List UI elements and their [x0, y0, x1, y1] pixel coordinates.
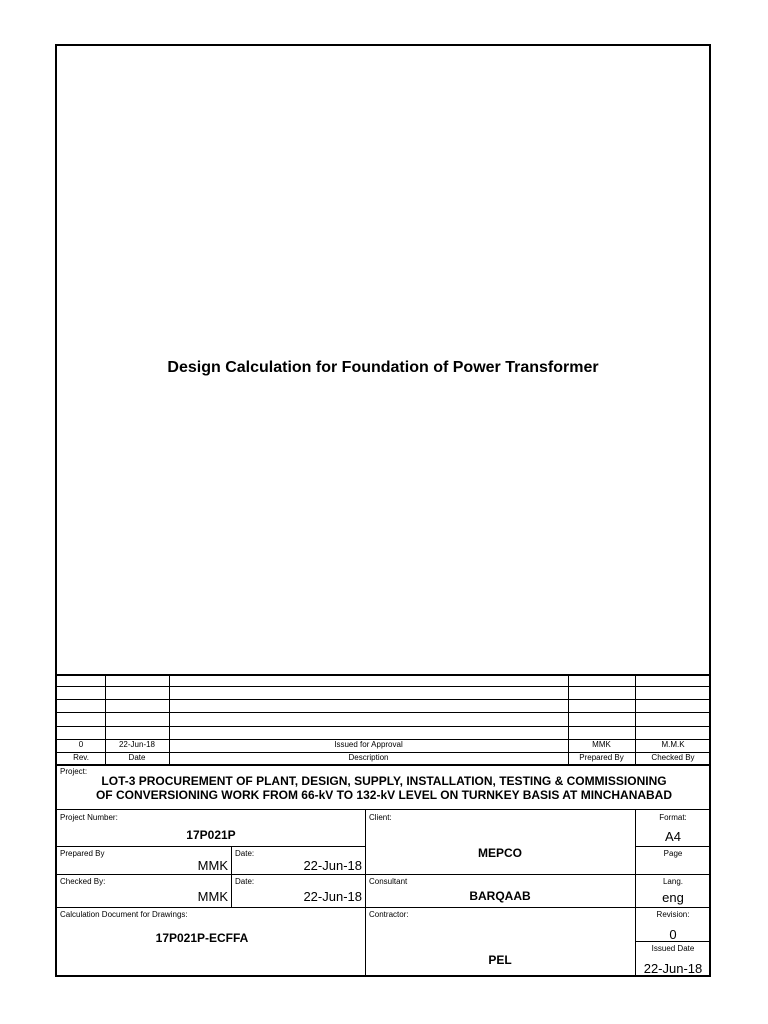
prepared-by-label: Prepared By — [60, 849, 105, 858]
issued-date-value: 22-Jun-18 — [643, 961, 703, 976]
title-block-row-line — [57, 846, 365, 847]
document-frame — [55, 44, 711, 977]
project-number-label: Project Number: — [60, 813, 118, 822]
revision-description: Issued for Approval — [334, 740, 403, 749]
client-label: Client: — [369, 813, 392, 822]
revision-number: 0 — [78, 740, 84, 749]
revision-prepared-by: MMK — [592, 740, 611, 749]
document-title: Design Calculation for Foundation of Power Transformer — [167, 359, 599, 376]
revision-header-prepared-by: Prepared By — [579, 753, 624, 762]
lang-label: Lang. — [662, 877, 684, 886]
title-block-row-line — [57, 907, 365, 908]
revision-value: 0 — [669, 927, 677, 942]
prepared-by-value: MMK — [197, 858, 228, 873]
checked-date-value: 22-Jun-18 — [303, 889, 362, 904]
revision-col-line — [635, 675, 636, 765]
checked-date-label: Date: — [235, 877, 255, 886]
title-block-date-col-line — [231, 846, 232, 907]
lang-value: eng — [662, 890, 684, 905]
format-label: Format: — [659, 813, 687, 822]
calc-doc-value: 17P021P-ECFFA — [155, 931, 249, 945]
client-value: MEPCO — [477, 846, 522, 860]
page-label: Page — [663, 849, 683, 858]
revision-col-line — [568, 675, 569, 765]
revision-label: Revision: — [656, 910, 690, 919]
project-number-value: 17P021P — [186, 828, 236, 842]
revision-header-rev: Rev. — [73, 753, 89, 762]
consultant-label: Consultant — [369, 877, 408, 886]
title-block-row-line — [635, 846, 711, 847]
project-title-line2: OF CONVERSIONING WORK FROM 66-kV TO 132-kV LEVEL ON TURNKEY BASIS AT MINCHANABAD — [95, 788, 673, 802]
revision-date: 22-Jun-18 — [118, 740, 156, 749]
revision-table-top-border — [57, 674, 709, 676]
revision-row-line — [57, 686, 709, 687]
contractor-value: PEL — [488, 953, 512, 967]
title-block-row-line — [635, 874, 711, 875]
project-label: Project: — [60, 767, 88, 776]
revision-row-line — [57, 699, 709, 700]
prepared-date-label: Date: — [235, 849, 255, 858]
checked-by-label: Checked By: — [60, 877, 106, 886]
title-block-row-line — [365, 874, 635, 875]
prepared-date-value: 22-Jun-18 — [303, 858, 362, 873]
revision-col-line — [105, 675, 106, 765]
project-title-line1: LOT-3 PROCUREMENT OF PLANT, DESIGN, SUPPLY, INSTALLATION, TESTING & COMMISSIONING — [101, 774, 667, 788]
title-block-row-line — [365, 907, 635, 908]
issued-date-label: Issued Date — [651, 944, 695, 953]
revision-row-line — [57, 712, 709, 713]
revision-row-line — [57, 726, 709, 727]
calc-doc-label: Calculation Document for Drawings: — [60, 910, 188, 919]
consultant-value: BARQAAB — [469, 889, 531, 903]
contractor-label: Contractor: — [369, 910, 409, 919]
revision-checked-by: M.M.K — [661, 740, 685, 749]
revision-col-line — [169, 675, 170, 765]
title-block-row-line — [57, 874, 365, 875]
revision-header-checked-by: Checked By — [651, 753, 695, 762]
revision-header-bottom-border — [57, 764, 709, 766]
revision-header-description: Description — [348, 753, 389, 762]
title-block-row-line — [635, 907, 711, 908]
checked-by-value: MMK — [197, 889, 228, 904]
project-section-bottom-border — [57, 809, 709, 810]
format-value: A4 — [665, 829, 681, 844]
revision-header-date: Date — [128, 753, 146, 762]
